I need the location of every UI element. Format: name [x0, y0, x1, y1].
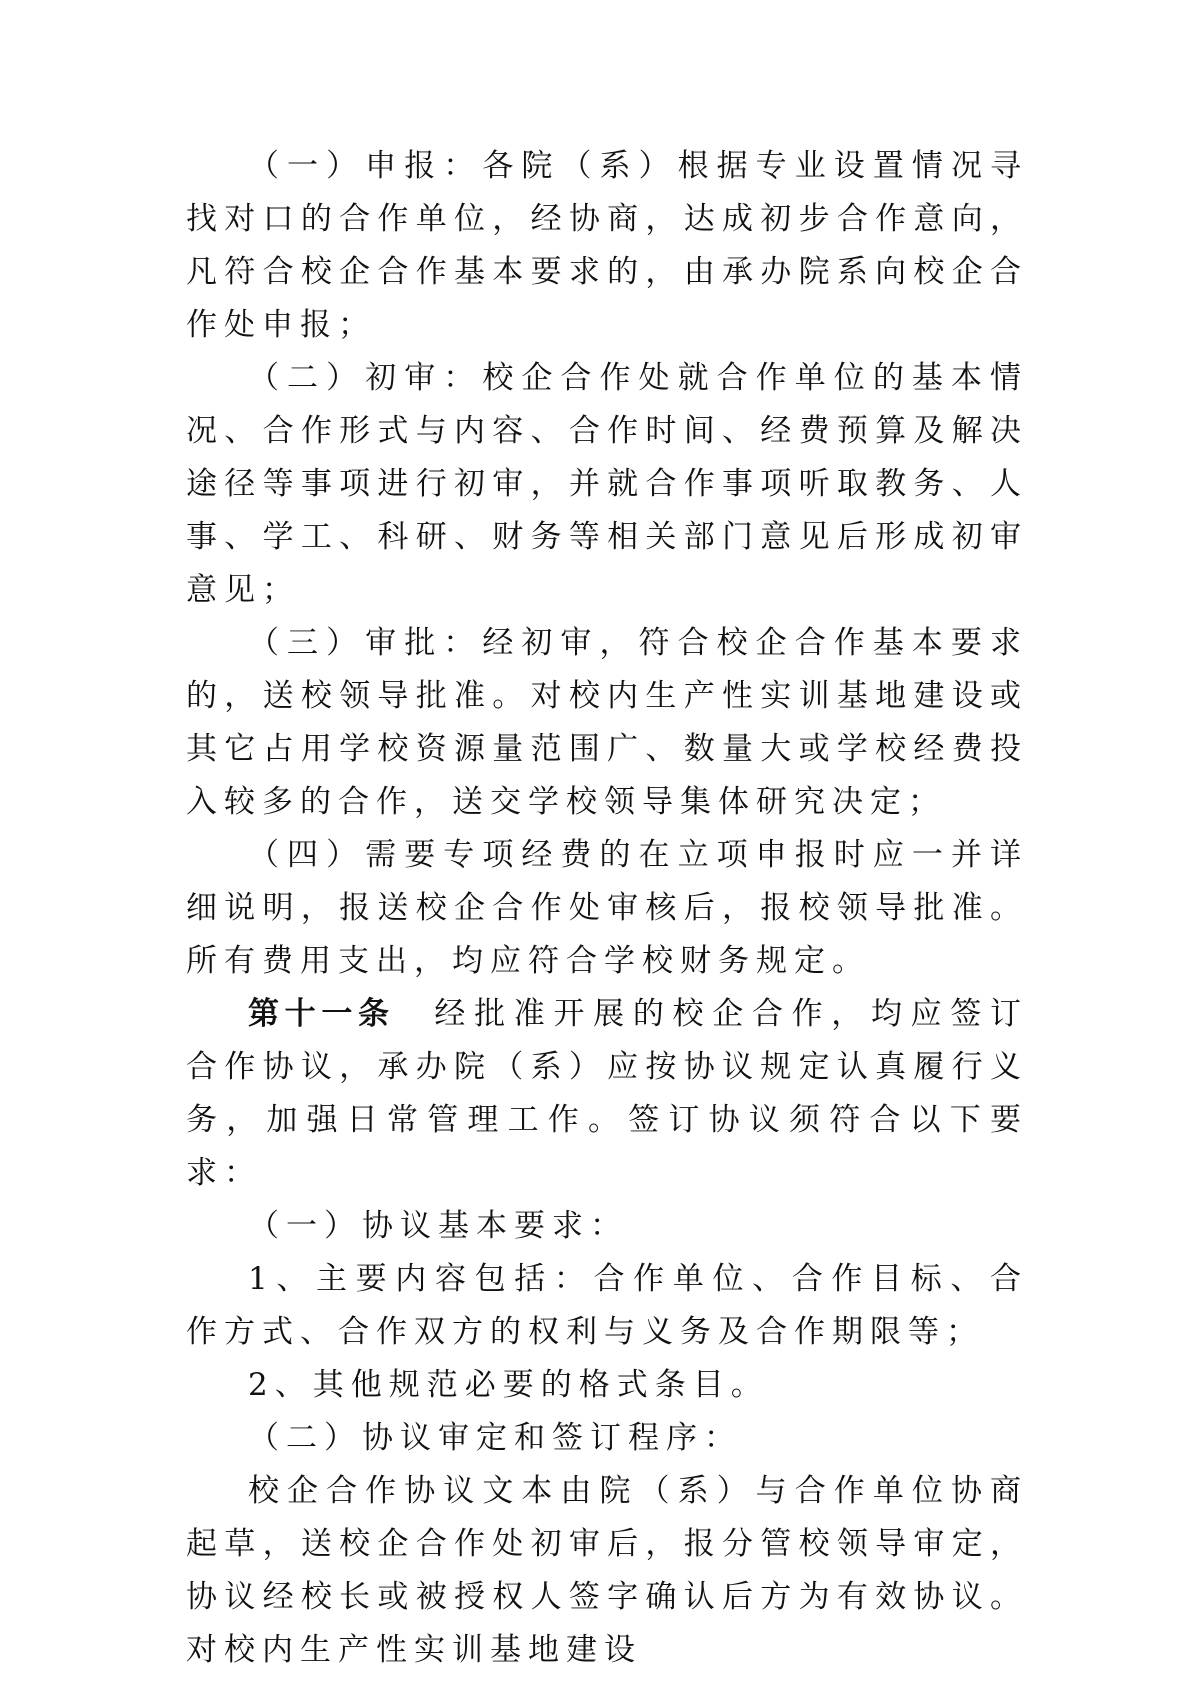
- paragraph-text: （二）协议审定和签订程序：: [248, 1420, 742, 1456]
- paragraph-preliminary-review: [186, 352, 1028, 617]
- article-heading: 第十一条: [248, 996, 395, 1032]
- paragraph-apply: [186, 140, 1028, 352]
- document-body: [186, 140, 1028, 1677]
- paragraph-agreement-procedure: [186, 1412, 1028, 1465]
- paragraph-approval: [186, 617, 1028, 829]
- paragraph-text: （三）审批：经初审，符合校企合作基本要求的，送校领导批准。对校内生产性实训基地建设或其它占用学校资源量范围广、数量大或学校经费投入较多的合作，送交学校领导集体研究决定；: [186, 625, 1028, 820]
- paragraph-article-11: [186, 988, 1028, 1200]
- paragraph-special-funds: [186, 829, 1028, 988]
- paragraph-agreement-requirements: [186, 1200, 1028, 1253]
- paragraph-text: 校企合作协议文本由院（系）与合作单位协商起草，送校企合作处初审后，报分管校领导审定，协议经校长或被授权人签字确认后方为有效协议。对校内生产性实训基地建设: [186, 1473, 1028, 1668]
- paragraph-text: 经批准开展的校企合作，均应签订合作协议，承办院（系）应按协议规定认真履行义务，加强日常管理工作。签订协议须符合以下要求：: [186, 996, 1029, 1191]
- paragraph-text: （一）申报：各院（系）根据专业设置情况寻找对口的合作单位，经协商，达成初步合作意向，凡符合校企合作基本要求的，由承办院系向校企合作处申报；: [186, 148, 1028, 343]
- paragraph-text: （二）初审：校企合作处就合作单位的基本情况、合作形式与内容、合作时间、经费预算及解决途径等事项进行初审，并就合作事项听取教务、人事、学工、科研、财务等相关部门意见后形成初审意见；: [186, 360, 1028, 608]
- paragraph-item-1: [186, 1253, 1028, 1359]
- paragraph-agreement-drafting: [186, 1465, 1028, 1677]
- paragraph-text: （一）协议基本要求：: [248, 1208, 628, 1244]
- paragraph-text: 2、其他规范必要的格式条目。: [248, 1367, 769, 1403]
- paragraph-text: （四）需要专项经费的在立项申报时应一并详细说明，报送校企合作处审核后，报校领导批准。所有费用支出，均应符合学校财务规定。: [186, 837, 1028, 979]
- paragraph-text: 1、主要内容包括：合作单位、合作目标、合作方式、合作双方的权利与义务及合作期限等；: [186, 1261, 1028, 1350]
- paragraph-item-2: [186, 1359, 1028, 1412]
